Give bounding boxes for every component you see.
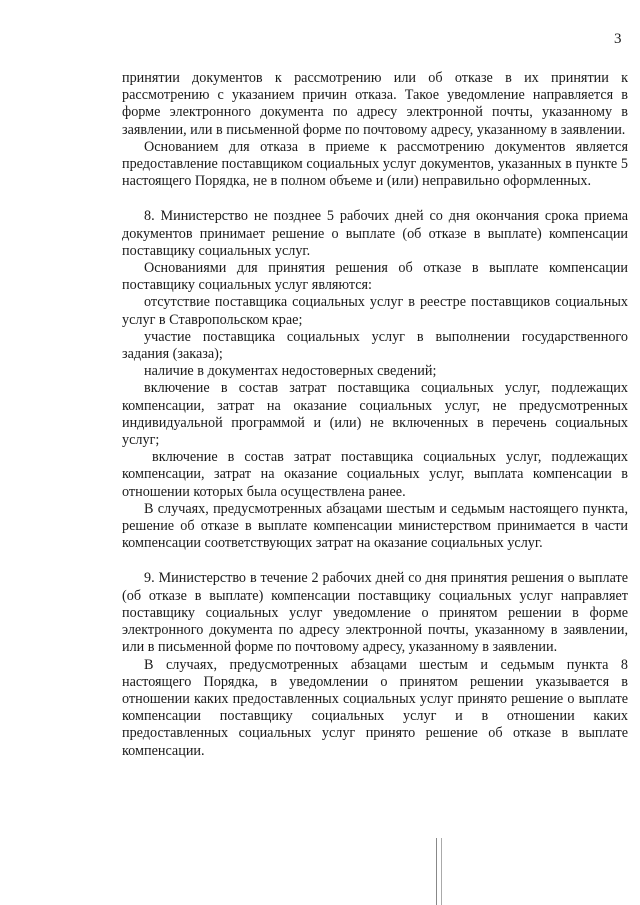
- list-item-state-assignment: участие поставщика социальных услуг в выполнении государственного задания (заказа);: [122, 328, 628, 363]
- list-item-unplanned-costs: включение в состав затрат поставщика социальных услуг, подлежащих компенсации, затрат на оказание социальных услуг, не предусмотренных индивидуальной программой и (или) не включенных в перечень социальных услуг;: [122, 380, 628, 449]
- document-body: [122, 70, 628, 760]
- paragraph-item-8: 8. Министерство не позднее 5 рабочих дней со дня окончания срока приема документов принимает решение о выплате (об отказе в выплате) компенсации поставщику социальных услуг.: [122, 208, 628, 259]
- paragraph-partial-refusal: В случаях, предусмотренных абзацами шестым и седьмым настоящего пункта, решение об отказе в выплате компенсации министерством принимается в части компенсации соответствующих затрат на оказание социальных услуг.: [122, 500, 628, 552]
- paragraph-refusal-bases-intro: Основаниями для принятия решения об отказе в выплате компенсации поставщику социальных услуг являются:: [122, 260, 628, 294]
- paragraph-notice-continuation: принятии документов к рассмотрению или об отказе в их принятии к рассмотрению с указанием причин отказа. Такое уведомление направляется в форме электронного документа по адресу электронной почты, указанному в заявлении, или в письменной форме по почтовому адресу, указанному в заявлении.: [122, 70, 628, 138]
- list-item-already-compensated: включение в состав затрат поставщика социальных услуг, подлежащих компенсации, затрат на оказание социальных услуг, выплата компенсации в отношении которых была осуществлена ранее.: [122, 449, 628, 500]
- list-item-registry: отсутствие поставщика социальных услуг в реестре поставщиков социальных услуг в Ставропольском крае;: [122, 294, 628, 328]
- paragraph-notice-details: В случаях, предусмотренных абзацами шестым и седьмым пункта 8 настоящего Порядка, в уведомлении о принятом решении указывается в отношении каких предоставленных социальных услуг принято решение о выплате компенсации поставщику социальных услуг и в отношении каких предоставленных социальных услуг принято решение об отказе в выплате компенсации.: [122, 656, 628, 759]
- list-item-false-info: наличие в документах недостоверных сведений;: [144, 363, 437, 380]
- paragraph-refusal-grounds: Основанием для отказа в приеме к рассмотрению документов является предоставление поставщиком социальных услуг документов, указанных в пункте 5 настоящего Порядка, не в полном объеме и (или) неправильно оформленных.: [122, 138, 628, 190]
- paragraph-item-9: 9. Министерство в течение 2 рабочих дней со дня принятия решения о выплате (об отказе в выплате) компенсации поставщику социальных услуг направляет поставщику социальных услуг уведомление о принятом решении в форме электронного документа по адресу электронной почты, указанному в заявлении, или в письменной форме по почтовому адресу, указанному в заявлении.: [122, 570, 628, 656]
- scan-artifact-line: [436, 838, 442, 905]
- page-number: 3: [614, 31, 622, 47]
